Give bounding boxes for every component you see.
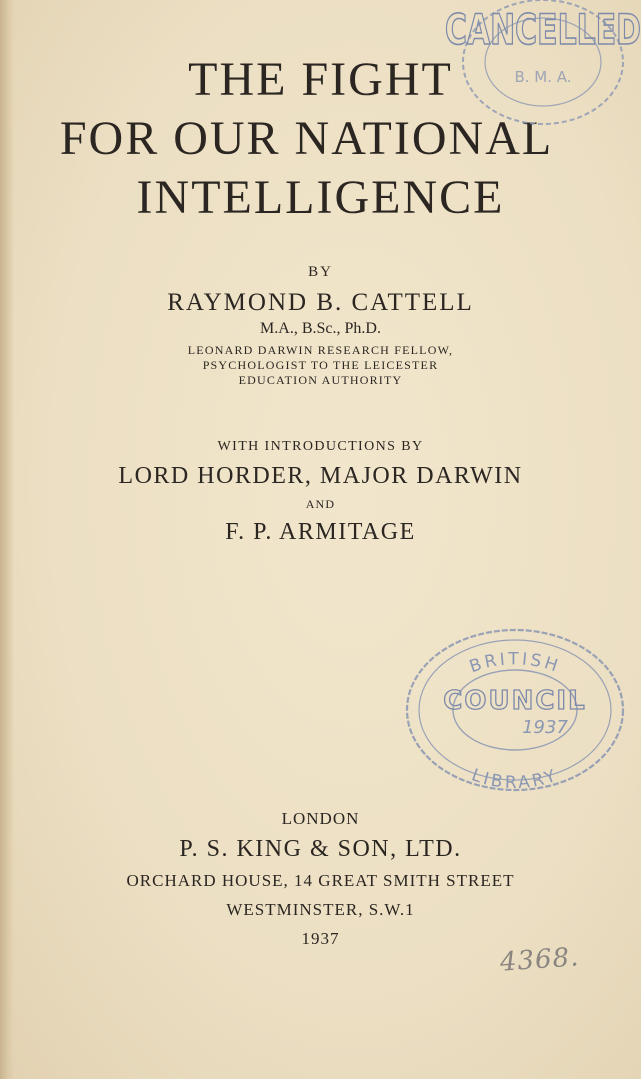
author-degrees: M.A., B.Sc., Ph.D. <box>260 320 381 337</box>
british-stamp-center: COUNCIL <box>443 686 587 716</box>
publisher-address: ORCHARD HOUSE, 14 GREAT SMITH STREET <box>126 871 515 890</box>
author-position-3: EDUCATION AUTHORITY <box>238 373 403 387</box>
author-position-2: PSYCHOLOGIST TO THE LEICESTER <box>202 358 439 372</box>
british-library-stamp <box>395 625 635 795</box>
title-line-3: INTELLIGENCE <box>136 171 505 224</box>
title-line-2: FOR OUR NATIONAL <box>59 112 554 165</box>
publication-year: 1937 <box>301 929 340 948</box>
publisher-city: LONDON <box>281 809 360 828</box>
introduction-third-name: F. P. ARMITAGE <box>225 519 416 545</box>
title-line-1: THE FIGHT <box>188 53 453 106</box>
top-stamp-inner-text: B. M. A. <box>514 68 572 86</box>
by-label: BY <box>308 264 333 280</box>
british-stamp-year: 1937 <box>522 717 568 738</box>
author-position-1: LEONARD DARWIN RESEARCH FELLOW, <box>187 343 454 357</box>
author-name: RAYMOND B. CATTELL <box>167 289 474 316</box>
shelfmark-handwriting: 4368. <box>499 942 581 978</box>
and-label: AND <box>305 497 336 511</box>
introductions-heading: WITH INTRODUCTIONS BY <box>217 439 424 454</box>
cancelled-stamp <box>425 0 641 130</box>
cancelled-text: CANCELLED <box>445 5 641 54</box>
publisher-name: P. S. KING & SON, LTD. <box>179 836 462 862</box>
publisher-district: WESTMINSTER, S.W.1 <box>226 900 415 919</box>
introduction-names: LORD HORDER, MAJOR DARWIN <box>118 463 523 489</box>
british-stamp-arc-bottom: LIBRARY <box>468 765 562 794</box>
british-stamp-arc-top: BRITISH <box>466 649 563 678</box>
